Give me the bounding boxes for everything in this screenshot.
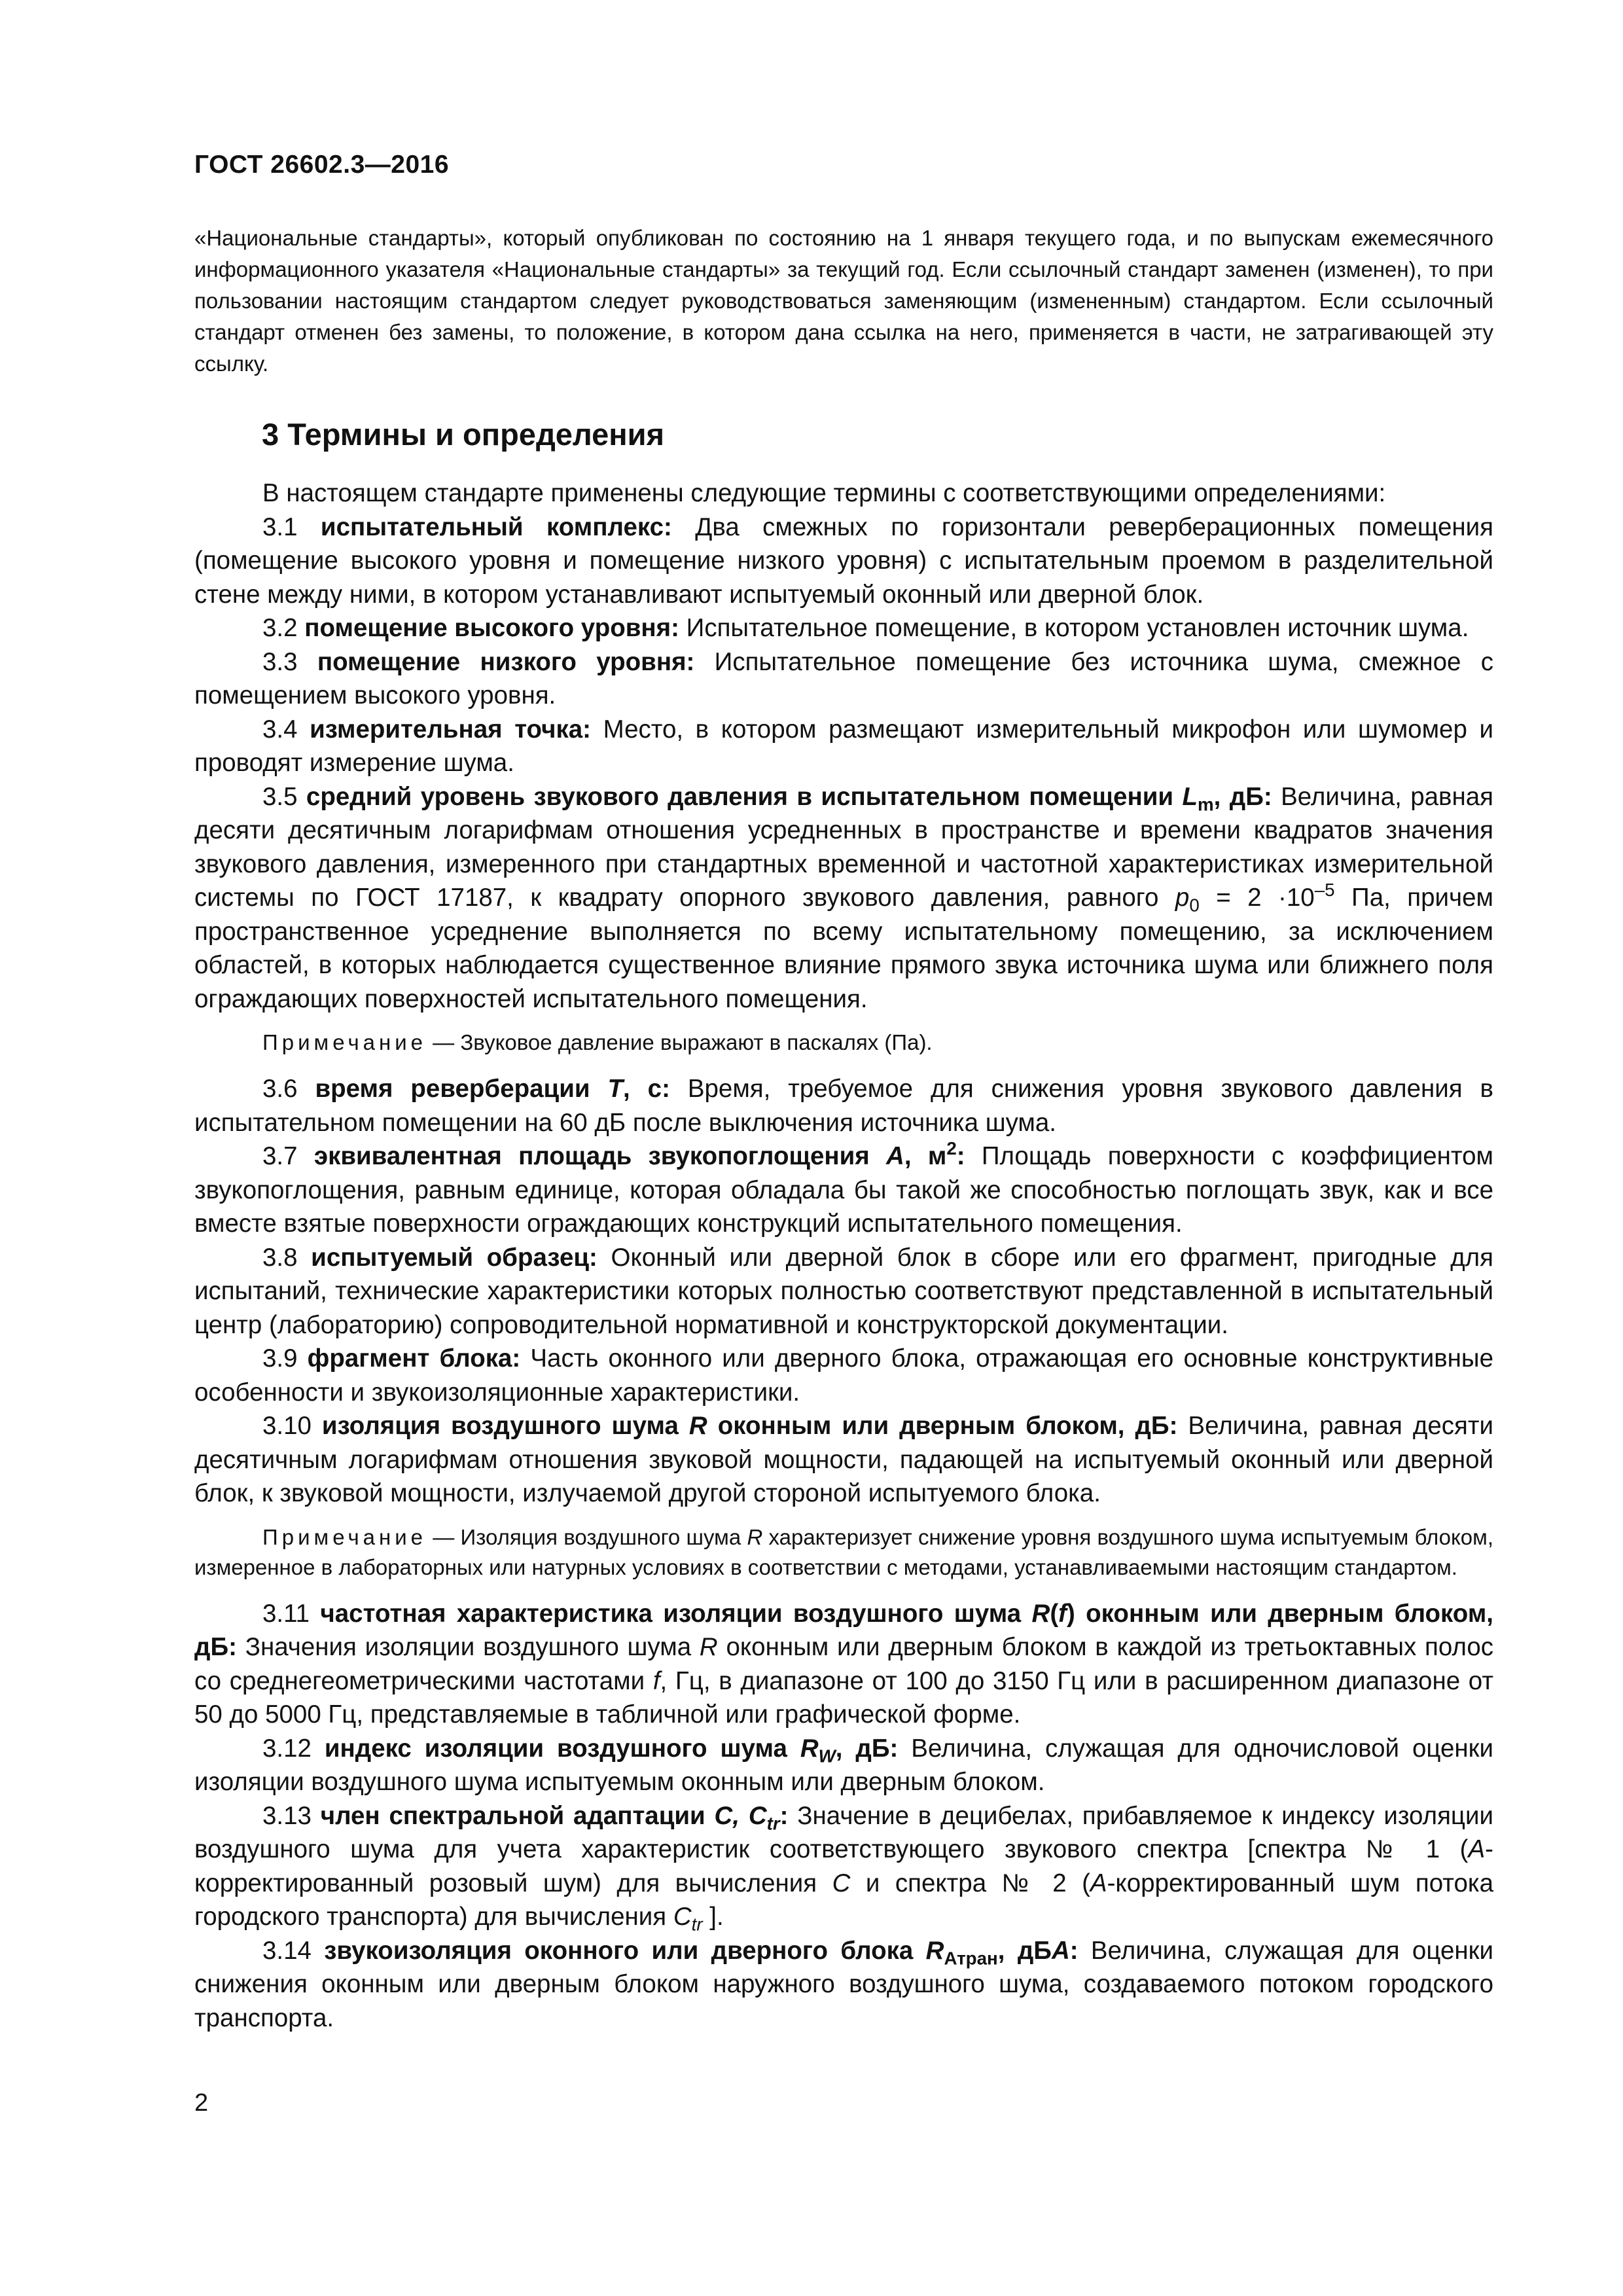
term-unit: , дБ:: [835, 1734, 899, 1763]
intro-paragraph: «Национальные стандарты», который опубликован по состоянию на 1 января текущего года, и по выпускам ежемесячного информационного указателя «Национальные стандарты» за текущий год. Если ссылочный стандарт заменен (изменен), то при пользовании настоящим стандартом следует руководствоваться заменяющим (измененным) стандартом. Если ссылочный стандарт отменен без замены, то положение, в котором дана ссылка на него, применяется в части, не затрагивающей эту ссылку.: [194, 226, 1493, 376]
term-number: 3.13: [262, 1801, 321, 1830]
definition-ctr-symbol: C: [673, 1903, 692, 1931]
term-definition: Значение в децибелах, прибавляемое к индексу изоляции воздушного шума для учета характеристик соответствующего звукового спектра [спектра № 1 (: [194, 1801, 1493, 1863]
term-unit: , дБ:: [1213, 782, 1272, 811]
term-colon: :: [1069, 1936, 1079, 1965]
term-number: 3.11: [262, 1599, 321, 1628]
term-number: 3.8: [262, 1243, 312, 1272]
definition-frequency-symbol: f: [652, 1666, 660, 1695]
term-number: 3.9: [262, 1344, 308, 1372]
term-3-1: [194, 511, 1493, 612]
term-3-4: [194, 713, 1493, 780]
term-name: время реверберации: [315, 1075, 608, 1103]
term-unit: , дБ: [997, 1936, 1052, 1965]
pressure-exponent: –5: [1314, 879, 1335, 900]
note-label: Примечание: [262, 1524, 427, 1549]
note-text-continued: характеризует снижение уровня воздушного шума испытуемым блоком, измеренное в лабораторных или натурных условиях в соответствии с методами, устанавливаемыми настоящим стандартом.: [194, 1524, 1493, 1579]
definition-symbol: R: [699, 1633, 718, 1661]
term-symbol-ctr: C: [748, 1801, 767, 1830]
term-symbol: R: [925, 1936, 944, 1965]
note-text: — Звуковое давление выражают в паскалях (Па).: [427, 1030, 933, 1054]
term-definition: Место, в котором размещают измерительный микрофон или шумомер и проводят измерение шума.: [194, 715, 1493, 777]
term-name-continued: оконным или дверным блоком, дБ:: [194, 1599, 1493, 1661]
term-3-3: [194, 645, 1493, 713]
term-symbol-ctr-subscript: tr: [766, 1812, 780, 1833]
term-number: 3.2: [262, 614, 305, 642]
term-definition-continued: оконным или дверным блоком в каждой из третьоктавных полос со среднегеометрическими частотами: [194, 1633, 1494, 1695]
term-number: 3.10: [262, 1412, 322, 1440]
term-3-5: [194, 780, 1493, 1016]
term-name: звукоизоляция оконного или дверного блока: [324, 1936, 926, 1965]
term-3-11: [194, 1597, 1493, 1732]
term-name: испытуемый образец:: [311, 1243, 597, 1272]
term-name: помещение низкого уровня:: [317, 647, 695, 676]
term-3-9: [194, 1342, 1493, 1409]
term-paren-close: ): [1066, 1599, 1075, 1628]
definition-a-symbol: A: [1468, 1835, 1486, 1863]
term-unit: , с:: [623, 1075, 670, 1103]
term-number: 3.1: [262, 512, 321, 541]
term-number: 3.4: [262, 715, 310, 744]
term-colon: :: [779, 1801, 789, 1830]
term-name: частотная характеристика изоляции воздушного шума: [320, 1599, 1032, 1628]
term-definition: Испытательное помещение, в котором установлен источник шума.: [679, 614, 1469, 642]
term-symbol: R: [688, 1412, 707, 1440]
definition-a-symbol: A: [1090, 1869, 1107, 1897]
section-body: [194, 476, 1493, 2035]
page-number: 2: [194, 2089, 209, 2117]
term-symbol: R: [800, 1734, 819, 1763]
term-definition: Площадь поверхности с коэффициентом звукопоглощения, равным единице, которая обладала бы такой же способностью поглощать звук, как и все вместе взятые поверхности ограждающих конструкций испытательного помещения.: [194, 1142, 1494, 1238]
term-name: измерительная точка:: [310, 715, 591, 744]
term-3-7: [194, 1139, 1493, 1241]
term-3-12: [194, 1732, 1493, 1799]
term-definition-continued: и спектра № 2 (: [850, 1869, 1090, 1897]
term-symbol: T: [607, 1075, 624, 1103]
term-definition: Оконный или дверной блок в сборе или его фрагмент, пригодные для испытаний, технические характеристики которых полностью соответствуют представленной в испытательный центр (лабораторию) сопроводительной нормативной и конструкторской документации.: [194, 1243, 1493, 1339]
note-label: Примечание: [262, 1030, 427, 1054]
term-3-10: [194, 1409, 1493, 1511]
term-definition-end: ].: [702, 1903, 724, 1931]
term-name: эквивалентная площадь звукопоглощения: [313, 1142, 887, 1170]
note-text: — Изоляция воздушного шума: [427, 1524, 747, 1549]
definition-ctr-subscript: tr: [691, 1914, 703, 1935]
note-1: [194, 1028, 1493, 1058]
term-3-2: [194, 611, 1493, 645]
term-definition: Величина, равная десяти десятичным логарифмам отношения звуковой мощности, падающей на испытуемый оконный или дверной блок, к звуковой мощности, излучаемой другой стороной испытуемого блока.: [194, 1412, 1493, 1507]
term-symbol-subscript: W: [818, 1745, 836, 1766]
term-number: 3.5: [262, 782, 306, 811]
pressure-symbol: p: [1175, 884, 1190, 912]
term-symbol-subscript: m: [1198, 793, 1214, 814]
term-3-6: [194, 1072, 1493, 1139]
term-definition: Испытательное помещение без источника шума, смежное с помещением высокого уровня.: [194, 647, 1493, 709]
term-definition: Часть оконного или дверного блока, отражающая его основные конструктивные особенности и звукоизоляционные характеристики.: [194, 1344, 1493, 1407]
term-name: средний уровень звукового давления в испытательном помещении: [306, 782, 1183, 811]
term-3-8: [194, 1241, 1493, 1342]
term-definition: Два смежных по горизонтали реверберационных помещения (помещение высокого уровня и помещение низкого уровня) с испытательным проемом в разделительной стене между ними, в котором устанавливают испытуемый оконный или дверной блок.: [194, 512, 1493, 609]
term-colon: :: [956, 1142, 965, 1170]
section-lead: В настоящем стандарте применены следующие термины с соответствующими определениями:: [262, 479, 1386, 507]
term-unit-weighting: А: [1051, 1936, 1070, 1965]
term-name: фрагмент блока:: [307, 1344, 521, 1372]
term-frequency-symbol: f: [1058, 1599, 1067, 1628]
term-definition-continued: -корректированный шум потока городского транспорта) для вычисления: [194, 1869, 1494, 1931]
term-3-13: [194, 1799, 1493, 1934]
pressure-value: = 2 ·10: [1199, 884, 1315, 912]
term-symbol-subscript: Атран: [944, 1947, 998, 1968]
term-symbol: R: [1031, 1599, 1050, 1628]
definition-c-symbol: C: [832, 1869, 851, 1897]
pressure-subscript: 0: [1189, 895, 1200, 916]
term-definition: Время, требуемое для снижения уровня звукового давления в испытательном помещении на 60 дБ после выключения источника шума.: [194, 1075, 1493, 1137]
term-name: изоляция воздушного шума: [321, 1412, 689, 1440]
term-definition: Значения изоляции воздушного шума: [236, 1633, 700, 1661]
term-number: 3.7: [262, 1142, 314, 1170]
term-paren-open: (: [1050, 1599, 1059, 1628]
term-definition-continued: -корректированный розовый шум) для вычисления: [194, 1835, 1493, 1897]
term-comma: ,: [732, 1801, 749, 1830]
term-number: 3.3: [262, 647, 317, 676]
term-number: 3.6: [262, 1075, 315, 1103]
section-title: 3 Термины и определения: [262, 417, 664, 452]
term-name: член спектральной адаптации: [320, 1801, 715, 1830]
term-unit-exponent: 2: [946, 1138, 957, 1158]
term-name: помещение высокого уровня:: [304, 614, 679, 642]
term-symbol: L: [1182, 782, 1198, 811]
term-definition: Величина, служащая для оценки снижения оконным или дверным блоком наружного воздушного шума, создаваемого потоком городского транспорта.: [194, 1936, 1493, 2032]
document-header: ГОСТ 26602.3—2016: [194, 151, 450, 179]
note-2: [194, 1522, 1493, 1583]
term-symbol: A: [886, 1142, 904, 1170]
term-3-14: [194, 1934, 1493, 2036]
term-name: индекс изоляции воздушного шума: [324, 1734, 800, 1763]
term-definition-end: , Гц, в диапазоне от 100 до 3150 Гц или в расширенном диапазоне от 50 до 5000 Гц, представляемые в табличной или графической форме.: [194, 1666, 1494, 1729]
term-name: испытательный комплекс:: [320, 512, 672, 541]
note-symbol: R: [747, 1524, 763, 1549]
term-symbol-c: C: [714, 1801, 733, 1830]
term-number: 3.12: [262, 1734, 325, 1763]
term-unit: , м: [904, 1142, 947, 1170]
term-definition: Величина, служащая для одночисловой оценки изоляции воздушного шума испытуемым оконным или дверным блоком.: [194, 1734, 1493, 1796]
term-definition: Величина, равная десяти десятичным логарифмам отношения усредненных в пространстве и времени квадратов значения звукового давления, измеренного при стандартных временной и частотной характеристиках измерительной системы по ГОСТ 17187, к квадрату опорного звукового давления, равного: [194, 782, 1493, 912]
term-name-continued: оконным или дверным блоком, дБ:: [707, 1412, 1178, 1440]
term-definition-continued: Па, причем пространственное усреднение выполняется по всему испытательному помещению, за исключением областей, в которых наблюдается существенное влияние прямого звука источника шума или ближнего поля ограждающих поверхностей испытательного помещения.: [194, 884, 1493, 1013]
term-number: 3.14: [262, 1936, 325, 1965]
